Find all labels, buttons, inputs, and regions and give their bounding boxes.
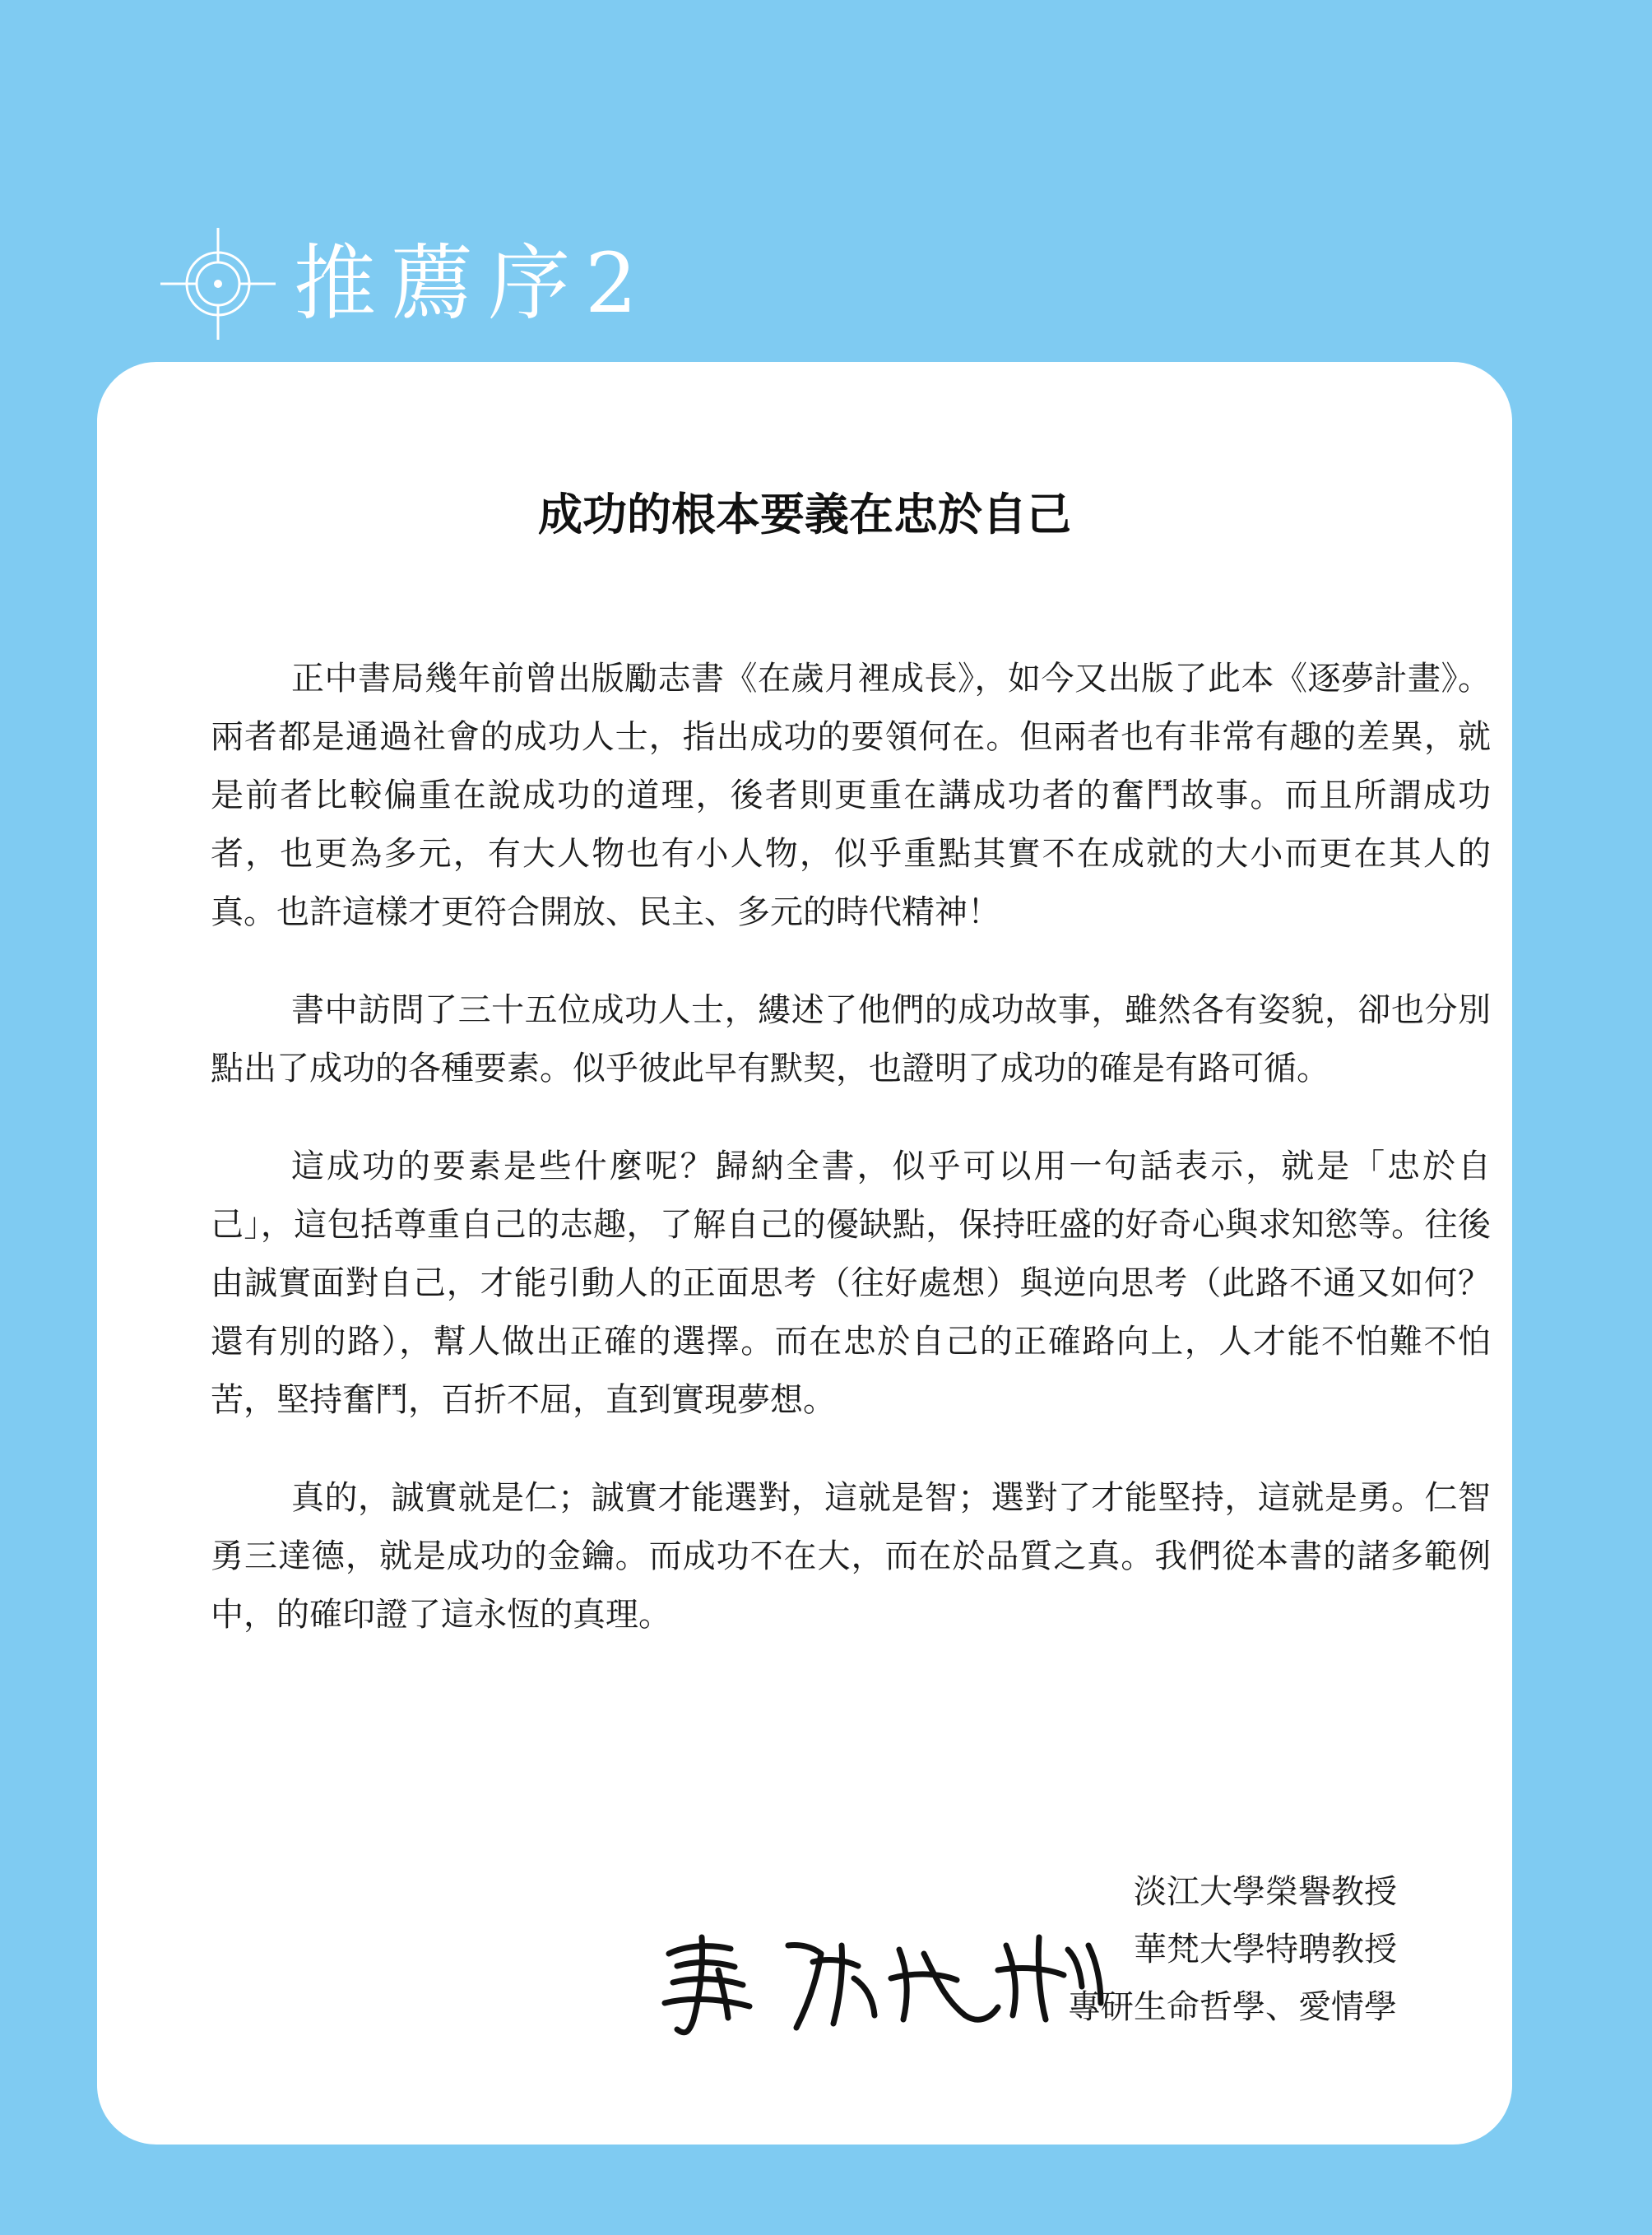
paragraph-3: 這成功的要素是些什麼呢？歸納全書，似乎可以用一句話表示，就是「忠於自己」，這包括尊重自己的志趣，了解自己的優缺點，保持旺盛的好奇心與求知慾等。往後由誠實面對自己，才能引動人的正面思考（往好處想）與逆向思考（此路不通又如何？還有別的路），幫人做出正確的選擇。而在忠於自己的正確路向上，人才能不怕難不怕苦，堅持奮鬥，百折不屈，直到實現夢想。 (211, 1148, 1491, 1419)
page-header (160, 226, 652, 341)
author-affiliations (1068, 1863, 1397, 2036)
affiliation-line: 淡江大學榮譽教授 (1134, 1873, 1397, 1911)
affiliation-line: 專研生命哲學、愛情學 (1068, 1988, 1397, 2026)
paragraph-2: 書中訪問了三十五位成功人士，縷述了他們的成功故事，雖然各有姿貌，卻也分別點出了成功的各種要素。似乎彼此早有默契，也證明了成功的確是有路可循。 (211, 991, 1491, 1087)
crosshair-target-icon (160, 226, 276, 341)
handwritten-signature (652, 1921, 1113, 2052)
article-body (211, 650, 1491, 1684)
content-card (97, 362, 1512, 2145)
signature-image (652, 1921, 1113, 2052)
paragraph-4: 真的，誠實就是仁；誠實才能選對，這就是智；選對了才能堅持，這就是勇。仁智勇三達德，就是成功的金鑰。而成功不在大，而在於品質之真。我們從本書的諸多範例中，的確印證了這永恆的真理。 (211, 1479, 1491, 1634)
header-title: 推薦序2 (294, 235, 652, 332)
article-title: 成功的根本要義在忠於自己 (538, 488, 1071, 540)
affiliation-line: 華梵大學特聘教授 (1134, 1931, 1397, 1968)
paragraph-1: 正中書局幾年前曾出版勵志書《在歲月裡成長》，如今又出版了此本《逐夢計畫》。兩者都是通過社會的成功人士，指出成功的要領何在。但兩者也有非常有趣的差異，就是前者比較偏重在說成功的道理，後者則更重在講成功者的奮鬥故事。而且所謂成功者，也更為多元，有大人物也有小人物，似乎重點其實不在成就的大小而更在其人的真。也許這樣才更符合開放、民主、多元的時代精神！ (211, 660, 1491, 931)
